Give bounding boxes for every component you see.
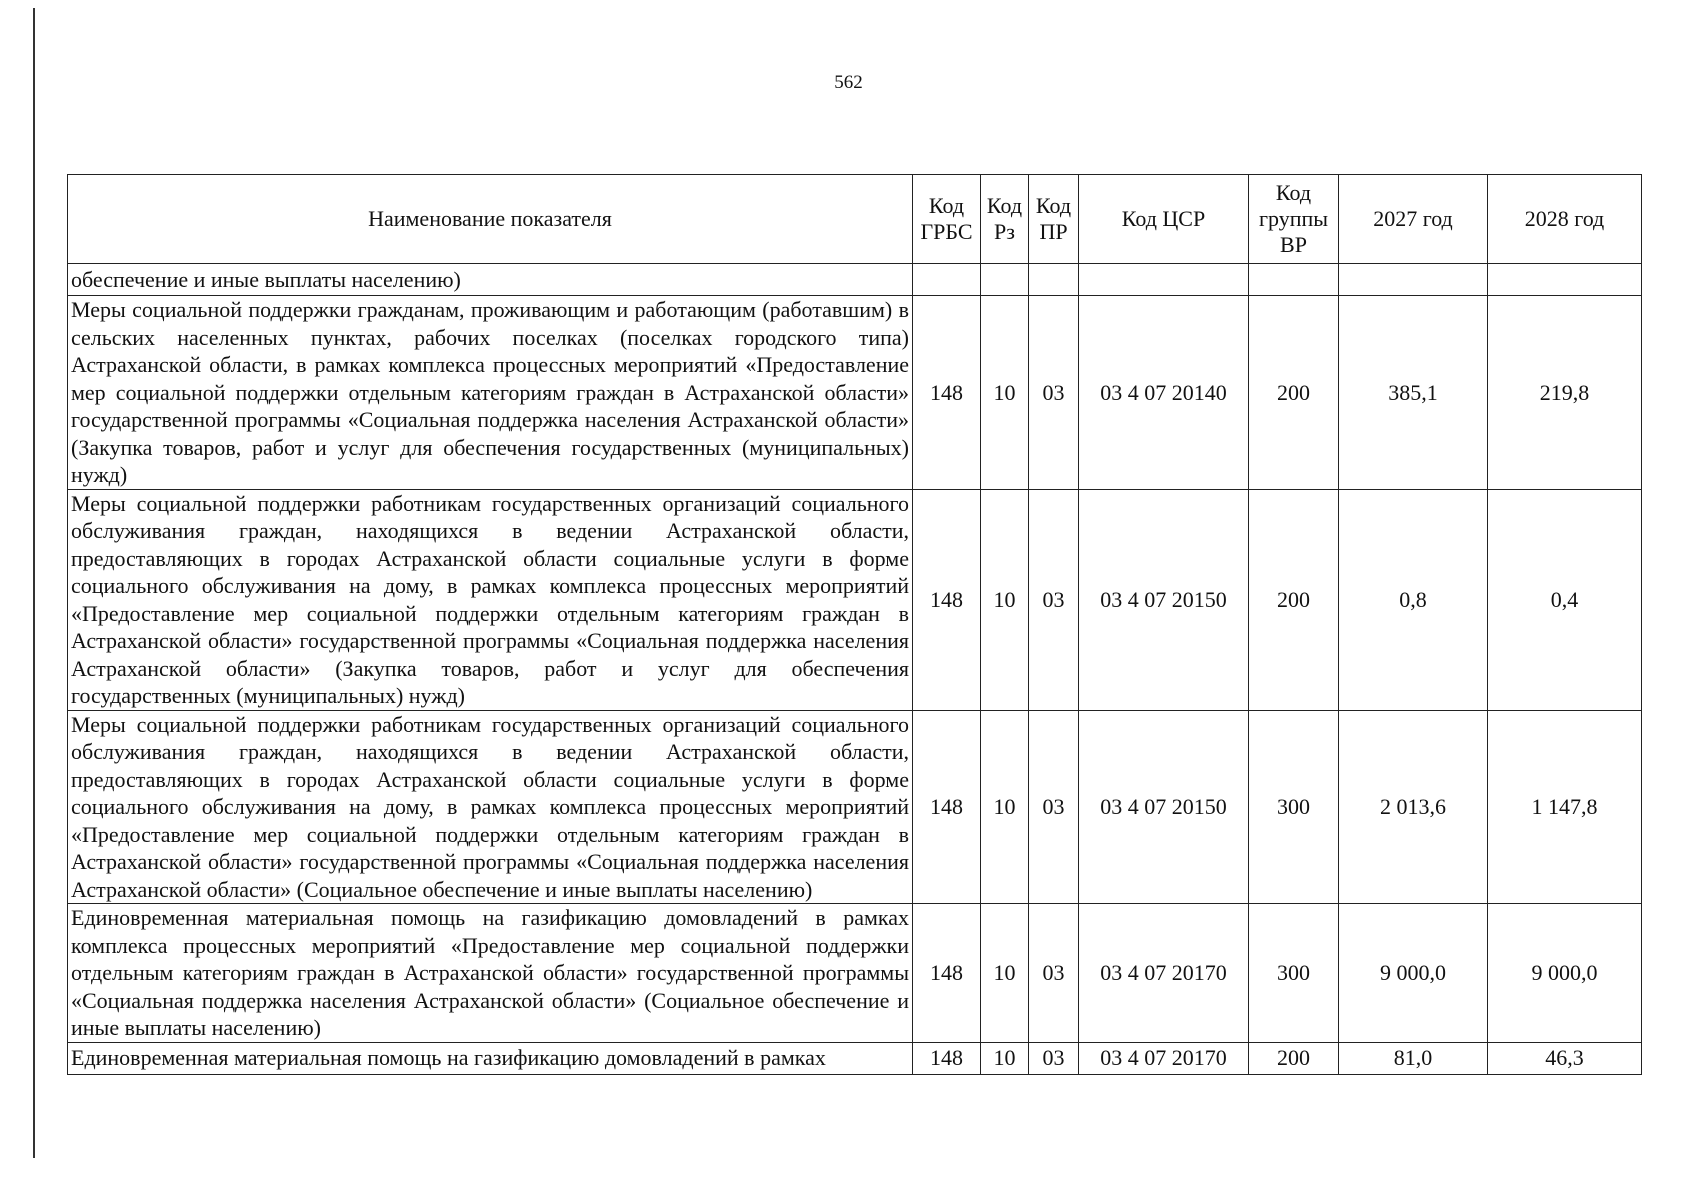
- row-2027: 9 000,0: [1339, 904, 1488, 1043]
- row-2027: 385,1: [1339, 296, 1488, 490]
- row-pr: 03: [1029, 710, 1079, 904]
- row-rz: 10: [981, 904, 1029, 1043]
- row-pr: 03: [1029, 489, 1079, 710]
- row-csr: 03 4 07 20170: [1079, 904, 1249, 1043]
- row-vr: 200: [1249, 1042, 1339, 1074]
- col-header-rz: Код Рз: [981, 175, 1029, 264]
- row-vr: 200: [1249, 296, 1339, 490]
- row-2028: 1 147,8: [1488, 710, 1642, 904]
- row-name: Меры социальной поддержки гражданам, проживающим и работающим (работавшим) в сельских населенных пунктах, рабочих поселках (поселках городского типа) Астраханской области, в рамках комплекса процессных мероприятий «Предоставление мер социальной поддержки отдельным категориям граждан в Астраханской области» государственной программы «Социальная поддержка населения Астраханской области» (Закупка товаров, работ и услуг для обеспечения государственных (муниципальных) нужд): [68, 296, 913, 490]
- row-2027: [1339, 264, 1488, 296]
- row-2028: 0,4: [1488, 489, 1642, 710]
- row-2027: 2 013,6: [1339, 710, 1488, 904]
- row-rz: 10: [981, 710, 1029, 904]
- row-pr: [1029, 264, 1079, 296]
- table-row: [68, 296, 1642, 490]
- page-number: 562: [834, 72, 863, 93]
- row-2028: 219,8: [1488, 296, 1642, 490]
- col-header-grbs: Код ГРБС: [913, 175, 981, 264]
- row-rz: 10: [981, 489, 1029, 710]
- row-grbs: [913, 264, 981, 296]
- row-rz: [981, 264, 1029, 296]
- col-header-csr: Код ЦСР: [1079, 175, 1249, 264]
- table-row: [68, 1042, 1642, 1074]
- budget-table: [67, 174, 1642, 1075]
- col-header-2028: 2028 год: [1488, 175, 1642, 264]
- row-name: Меры социальной поддержки работникам государственных организаций социального обслуживания граждан, находящихся в ведении Астраханской области, предоставляющих в городах Астраханской области социальные услуги в форме социального обслуживания на дому, в рамках комплекса процессных мероприятий «Предоставление мер социальной поддержки отдельным категориям граждан в Астраханской области» государственной программы «Социальная поддержка населения Астраханской области» (Социальное обеспечение и иные выплаты населению): [68, 710, 913, 904]
- row-2027: 81,0: [1339, 1042, 1488, 1074]
- table-row: [68, 710, 1642, 904]
- row-grbs: 148: [913, 296, 981, 490]
- row-csr: 03 4 07 20150: [1079, 489, 1249, 710]
- row-rz: 10: [981, 1042, 1029, 1074]
- row-2028: 46,3: [1488, 1042, 1642, 1074]
- row-csr: [1079, 264, 1249, 296]
- row-csr: 03 4 07 20170: [1079, 1042, 1249, 1074]
- row-vr: 300: [1249, 904, 1339, 1043]
- col-header-2027: 2027 год: [1339, 175, 1488, 264]
- row-pr: 03: [1029, 904, 1079, 1043]
- table-row: [68, 264, 1642, 296]
- col-header-vr: Код группы ВР: [1249, 175, 1339, 264]
- row-grbs: 148: [913, 710, 981, 904]
- row-name: Единовременная материальная помощь на газификацию домовладений в рамках: [68, 1042, 913, 1074]
- row-pr: 03: [1029, 296, 1079, 490]
- row-2027: 0,8: [1339, 489, 1488, 710]
- row-2028: 9 000,0: [1488, 904, 1642, 1043]
- table-row: [68, 904, 1642, 1043]
- row-pr: 03: [1029, 1042, 1079, 1074]
- row-name: Меры социальной поддержки работникам государственных организаций социального обслуживания граждан, находящихся в ведении Астраханской области, предоставляющих в городах Астраханской области социальные услуги в форме социального обслуживания на дому, в рамках комплекса процессных мероприятий «Предоставление мер социальной поддержки отдельным категориям граждан в Астраханской области» государственной программы «Социальная поддержка населения Астраханской области» (Закупка товаров, работ и услуг для обеспечения государственных (муниципальных) нужд): [68, 489, 913, 710]
- row-2028: [1488, 264, 1642, 296]
- row-grbs: 148: [913, 904, 981, 1043]
- row-vr: [1249, 264, 1339, 296]
- row-vr: 200: [1249, 489, 1339, 710]
- table-header-row: [68, 175, 1642, 264]
- col-header-pr: Код ПР: [1029, 175, 1079, 264]
- table-row: [68, 489, 1642, 710]
- row-csr: 03 4 07 20150: [1079, 710, 1249, 904]
- row-name: обеспечение и иные выплаты населению): [68, 264, 913, 296]
- binding-margin-line: [33, 8, 35, 1158]
- row-grbs: 148: [913, 489, 981, 710]
- row-vr: 300: [1249, 710, 1339, 904]
- row-rz: 10: [981, 296, 1029, 490]
- col-header-name: Наименование показателя: [68, 175, 913, 264]
- row-grbs: 148: [913, 1042, 981, 1074]
- row-csr: 03 4 07 20140: [1079, 296, 1249, 490]
- row-name: Единовременная материальная помощь на газификацию домовладений в рамках комплекса процессных мероприятий «Предоставление мер социальной поддержки отдельным категориям граждан в Астраханской области» государственной программы «Социальная поддержка населения Астраханской области» (Социальное обеспечение и иные выплаты населению): [68, 904, 913, 1043]
